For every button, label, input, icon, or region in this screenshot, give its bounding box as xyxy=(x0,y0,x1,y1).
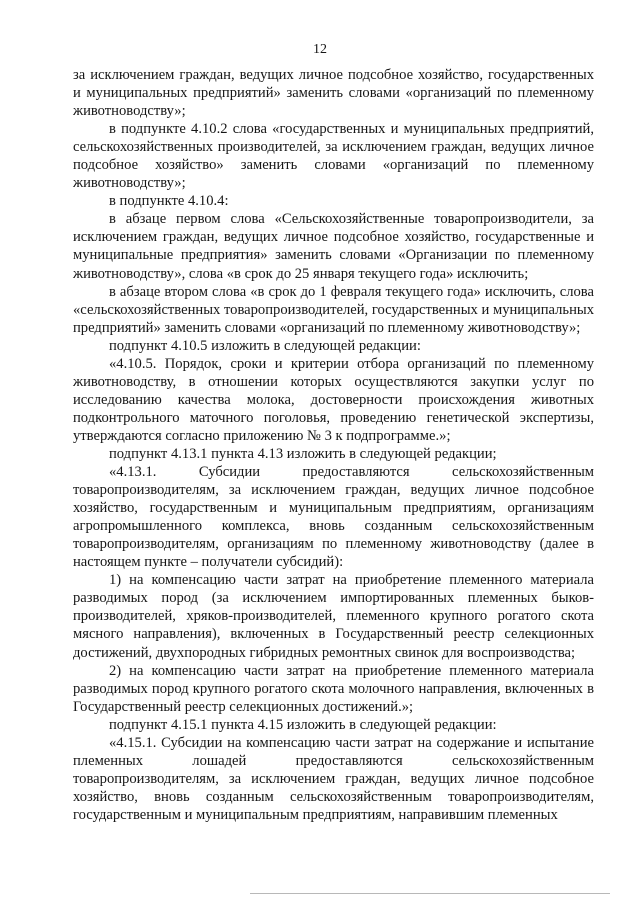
paragraph-12: подпункт 4.15.1 пункта 4.15 изложить в следующей редакции: xyxy=(109,716,497,733)
paragraph-8: подпункт 4.13.1 пункта 4.13 изложить в следующей редакции; xyxy=(109,445,497,462)
paragraph-7: «4.10.5. Порядок, сроки и критерии отбора организаций по племенному животноводству, в отношении которых осуществляются закупки услуг по исследованию качества молока, достоверности происхождения животных подконтрольного маточного поголовья, проведению генетической экспертизы, утверждаются согласно приложению № 3 к подпрограмме.»; xyxy=(73,355,594,444)
paragraph-9: «4.13.1. Субсидии предоставляются сельскохозяйственным товаропроизводителям, за исключением граждан, ведущих личное подсобное хозяйство, государственным и муниципальным предприятиям, организациям агропромышленного комплекса, вновь созданным сельскохозяйственным товаропроизводителям, организациям по племенному животноводству (далее в настоящем пункте – получатели субсидий): xyxy=(73,464,594,571)
scan-edge-line xyxy=(250,893,610,894)
paragraph-2: в подпункте 4.10.2 слова «государственных и муниципальных предприятий, сельскохозяйственных производителей, за исключением граждан, ведущих личное подсобное хозяйство» заменить словами «организаций по племенному животноводству»; xyxy=(73,121,594,192)
page-number: 12 xyxy=(313,42,327,57)
paragraph-6: подпункт 4.10.5 изложить в следующей редакции: xyxy=(109,337,421,354)
paragraph-1: за исключением граждан, ведущих личное подсобное хозяйство, государственных и муниципальных предприятий» заменить словами «организаций по племенному животноводству»; xyxy=(73,67,594,120)
paragraph-3: в подпункте 4.10.4: xyxy=(109,193,229,210)
paragraph-13: «4.15.1. Субсидии на компенсацию части затрат на содержание и испытание племенных лошадей предоставляются сельскохозяйственным товаропроизводителям, за исключением граждан, ведущих личное подсобное хозяйство, вновь созданным сельскохозяйственным товаропроизводителям, государственным и муниципальным предприятиям, направившим племенных xyxy=(73,734,594,823)
paragraph-10: 1) на компенсацию части затрат на приобретение племенного материала разводимых пород (за исключением импортированных племенных быков-производителей, хряков-производителей, племенного крупного рогатого скота мясного направления), включенных в Государственный реестр селекционных достижений, двухпородных гибридных ремонтных свинок для воспроизводства; xyxy=(73,572,594,661)
paragraph-5: в абзаце втором слова «в срок до 1 февраля текущего года» исключить, слова «сельскохозяйственных товаропроизводителей, государственных и муниципальных предприятий» заменить словами «организаций по племенному животноводству»; xyxy=(73,283,594,336)
document-body xyxy=(73,66,594,824)
paragraph-11: 2) на компенсацию части затрат на приобретение племенного материала разводимых пород крупного рогатого скота молочного направления, включенных в Государственный реестр селекционных достижений.»; xyxy=(73,662,594,715)
paragraph-4: в абзаце первом слова «Сельскохозяйственные товаропроизводители, за исключением граждан, ведущих личное подсобное хозяйство, государственные и муниципальные предприятия» заменить словами «Организации по племенному животноводству», слова «в срок до 25 января текущего года» исключить; xyxy=(73,211,594,282)
